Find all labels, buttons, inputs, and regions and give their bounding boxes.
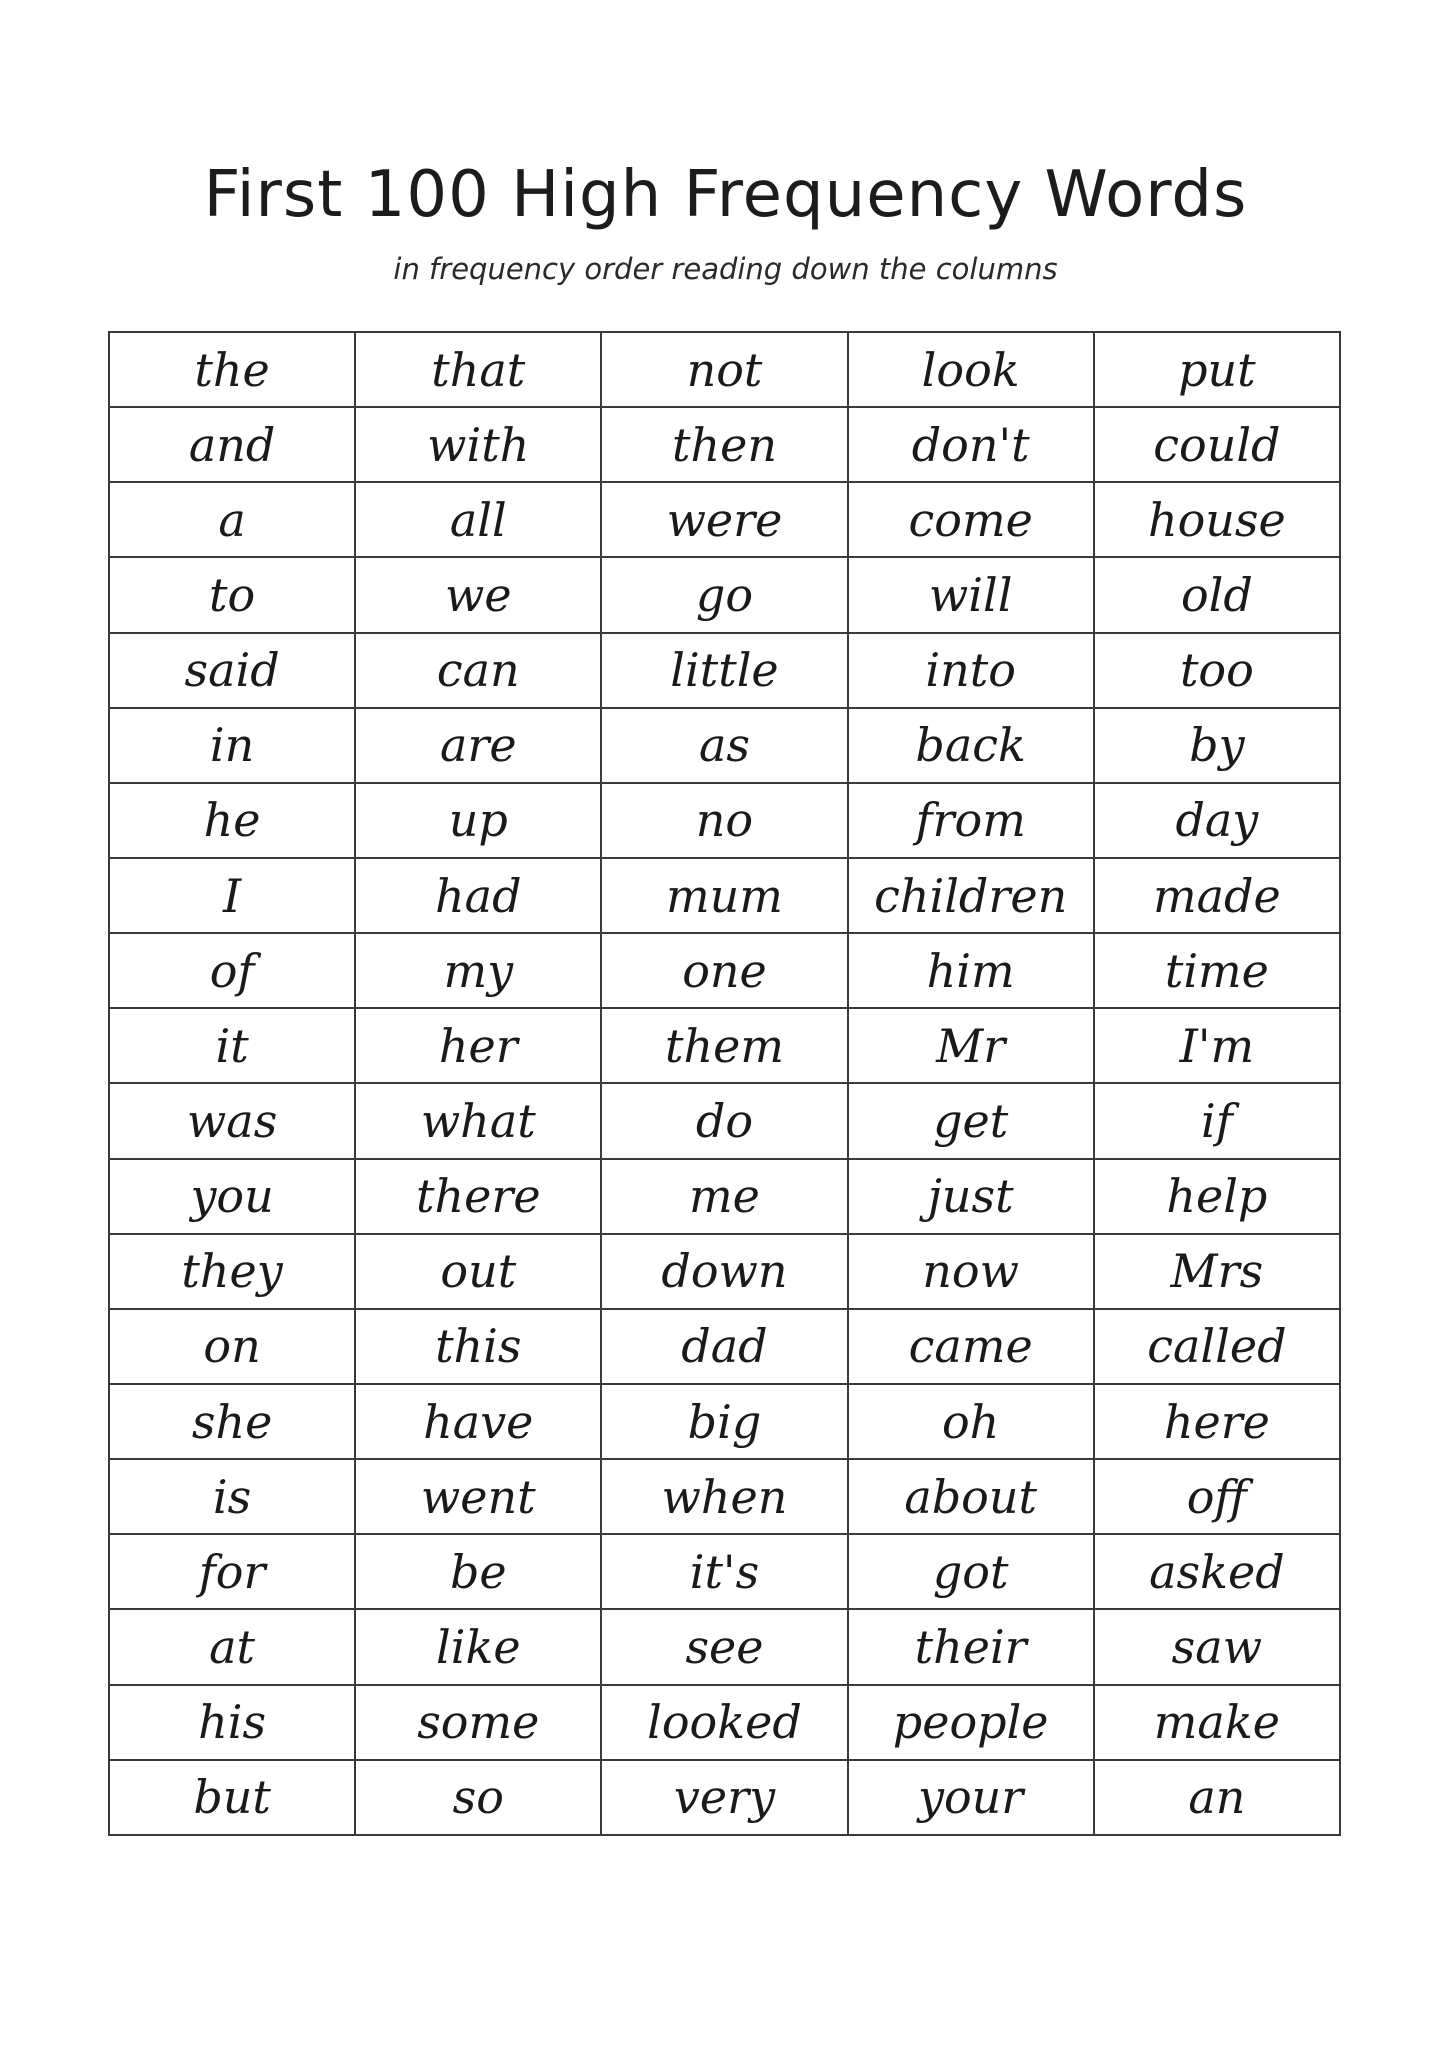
word-cell: then [601,407,847,482]
word-cell: see [601,1609,847,1684]
table-row [109,1309,1340,1384]
word-cell: about [848,1459,1094,1534]
word-cell: of [109,933,355,1008]
word-cell: get [848,1083,1094,1158]
word-cell: him [848,933,1094,1008]
word-cell: so [355,1760,601,1835]
word-cell: into [848,633,1094,708]
word-cell: it's [601,1534,847,1609]
word-cell: you [109,1159,355,1234]
word-cell: made [1094,858,1340,933]
word-cell: but [109,1760,355,1835]
word-cell: said [109,633,355,708]
word-cell: very [601,1760,847,1835]
word-cell: Mrs [1094,1234,1340,1309]
table-row [109,783,1340,858]
word-cell: came [848,1309,1094,1384]
table-row [109,557,1340,632]
word-cell: old [1094,557,1340,632]
word-cell: put [1094,332,1340,407]
word-cell: big [601,1384,847,1459]
word-cell: not [601,332,847,407]
word-cell: she [109,1384,355,1459]
word-cell: them [601,1008,847,1083]
word-cell: your [848,1760,1094,1835]
word-cell: by [1094,708,1340,783]
word-cell: their [848,1609,1094,1684]
word-cell: for [109,1534,355,1609]
table-row [109,1008,1340,1083]
word-cell: have [355,1384,601,1459]
word-cell: be [355,1534,601,1609]
word-cell: some [355,1685,601,1760]
word-cell: I [109,858,355,933]
word-cell: people [848,1685,1094,1760]
word-cell: when [601,1459,847,1534]
word-cell: time [1094,933,1340,1008]
word-table-body [109,332,1340,1835]
word-cell: we [355,557,601,632]
word-cell: don't [848,407,1094,482]
word-cell: just [848,1159,1094,1234]
word-cell: come [848,482,1094,557]
word-cell: one [601,933,847,1008]
word-cell: what [355,1083,601,1158]
word-cell: oh [848,1384,1094,1459]
word-cell: could [1094,407,1340,482]
table-row [109,332,1340,407]
word-cell: his [109,1685,355,1760]
table-row [109,1760,1340,1835]
word-cell: in [109,708,355,783]
word-cell: like [355,1609,601,1684]
word-cell: and [109,407,355,482]
table-row [109,1459,1340,1534]
word-cell: on [109,1309,355,1384]
table-row [109,633,1340,708]
word-table [108,331,1341,1836]
word-cell: do [601,1083,847,1158]
word-cell: no [601,783,847,858]
word-cell: is [109,1459,355,1534]
word-cell: children [848,858,1094,933]
table-row [109,407,1340,482]
word-cell: that [355,332,601,407]
word-cell: go [601,557,847,632]
word-cell: up [355,783,601,858]
word-cell: this [355,1309,601,1384]
table-row [109,1159,1340,1234]
table-row [109,933,1340,1008]
table-row [109,1685,1340,1760]
table-row [109,482,1340,557]
word-cell: off [1094,1459,1340,1534]
word-cell: day [1094,783,1340,858]
word-cell: it [109,1008,355,1083]
page-title: First 100 High Frequency Words [203,158,1248,232]
word-cell: went [355,1459,601,1534]
word-cell: too [1094,633,1340,708]
word-cell: at [109,1609,355,1684]
word-cell: her [355,1008,601,1083]
word-cell: all [355,482,601,557]
word-cell: got [848,1534,1094,1609]
table-row [109,1083,1340,1158]
word-cell: there [355,1159,601,1234]
word-cell: make [1094,1685,1340,1760]
table-row [109,1609,1340,1684]
word-cell: he [109,783,355,858]
word-cell: an [1094,1760,1340,1835]
word-cell: mum [601,858,847,933]
word-cell: called [1094,1309,1340,1384]
word-cell: saw [1094,1609,1340,1684]
table-row [109,708,1340,783]
word-cell: were [601,482,847,557]
word-cell: they [109,1234,355,1309]
word-cell: looked [601,1685,847,1760]
word-cell: I'm [1094,1008,1340,1083]
word-cell: back [848,708,1094,783]
word-cell: if [1094,1083,1340,1158]
word-cell: now [848,1234,1094,1309]
table-row [109,858,1340,933]
word-cell: a [109,482,355,557]
table-row [109,1534,1340,1609]
word-cell: had [355,858,601,933]
page-subtitle: in frequency order reading down the columns [393,252,1058,286]
table-row [109,1234,1340,1309]
word-cell: help [1094,1159,1340,1234]
table-row [109,1384,1340,1459]
word-cell: house [1094,482,1340,557]
word-cell: out [355,1234,601,1309]
word-cell: me [601,1159,847,1234]
word-cell: little [601,633,847,708]
word-cell: are [355,708,601,783]
word-cell: look [848,332,1094,407]
word-cell: from [848,783,1094,858]
word-cell: my [355,933,601,1008]
word-cell: asked [1094,1534,1340,1609]
word-cell: Mr [848,1008,1094,1083]
word-cell: to [109,557,355,632]
word-cell: with [355,407,601,482]
word-cell: dad [601,1309,847,1384]
word-cell: the [109,332,355,407]
word-cell: will [848,557,1094,632]
word-cell: can [355,633,601,708]
word-cell: here [1094,1384,1340,1459]
word-cell: as [601,708,847,783]
word-cell: down [601,1234,847,1309]
word-cell: was [109,1083,355,1158]
